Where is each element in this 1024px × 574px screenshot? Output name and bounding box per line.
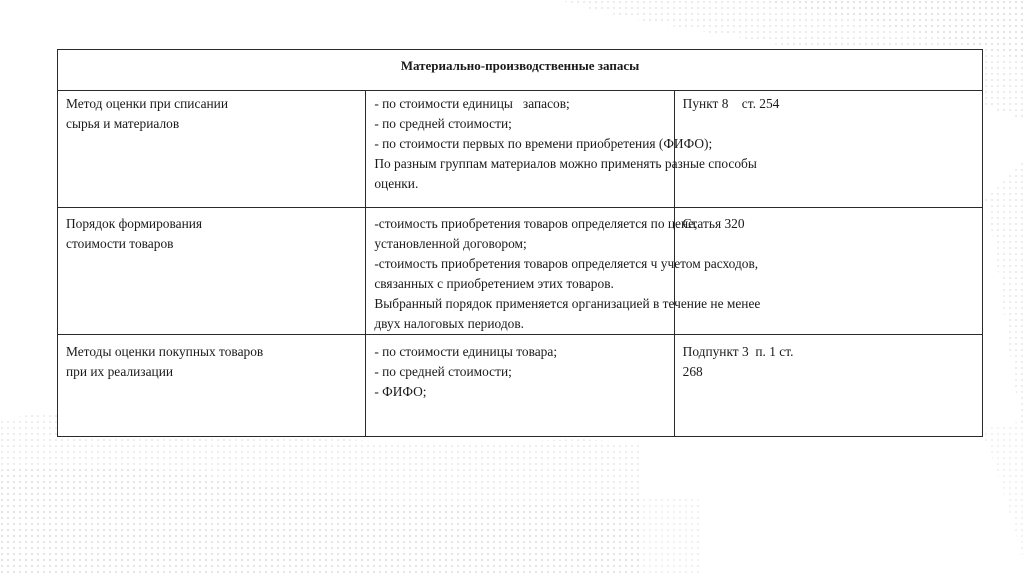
row-reference [674, 91, 982, 208]
row-content-line: По разным группам материалов можно применять разные способы [374, 156, 757, 171]
row-content-line: - по стоимости единицы запасов; [374, 96, 570, 111]
row-reference-text: Подпункт 3 п. 1 ст. [682, 344, 794, 359]
row-content-line: -стоимость приобретения товаров определяется ч учетом расходов, [374, 256, 759, 271]
row-label-line: Порядок формирования [66, 216, 203, 231]
row-content-line: - по средней стоимости; [374, 364, 512, 379]
row-label [58, 335, 366, 437]
row-content-line: - по средней стоимости; [374, 116, 512, 131]
row-label-line: при их реализации [66, 364, 174, 379]
row-label [58, 208, 366, 335]
row-content-line: связанных с приобретением этих товаров. [374, 276, 614, 291]
row-content-line: - ФИФО; [374, 384, 427, 399]
row-content-line: двух налоговых периодов. [374, 316, 525, 331]
row-label-line: сырья и материалов [66, 116, 180, 131]
table-row [58, 335, 983, 437]
row-label-line: Метод оценки при списании [66, 96, 229, 111]
row-reference-text: 268 [682, 364, 703, 379]
row-reference [674, 208, 982, 335]
row-content-line: - по стоимости единицы товара; [374, 344, 558, 359]
row-content-line: установленной договором; [374, 236, 527, 251]
table-row [58, 91, 983, 208]
row-label [58, 91, 366, 208]
row-label-line: стоимости товаров [66, 236, 174, 251]
row-label-line: Методы оценки покупных товаров [66, 344, 264, 359]
table-row [58, 208, 983, 335]
inventory-table [57, 49, 983, 437]
table-title: Материально-производственные запасы [58, 50, 983, 91]
row-reference-text: Пункт 8 ст. 254 [682, 96, 780, 111]
row-content-line: - по стоимости первых по времени приобретения (ФИФО); [374, 136, 713, 151]
row-reference-text: Статья 320 [682, 216, 745, 231]
table-header-row [58, 50, 983, 91]
row-content-line: -стоимость приобретения товаров определяется по цене, [374, 216, 698, 231]
row-content-line: оценки. [374, 176, 419, 191]
row-reference [674, 335, 982, 437]
row-content [366, 335, 674, 437]
row-content-line: Выбранный порядок применяется организацией в течение не менее [374, 296, 761, 311]
